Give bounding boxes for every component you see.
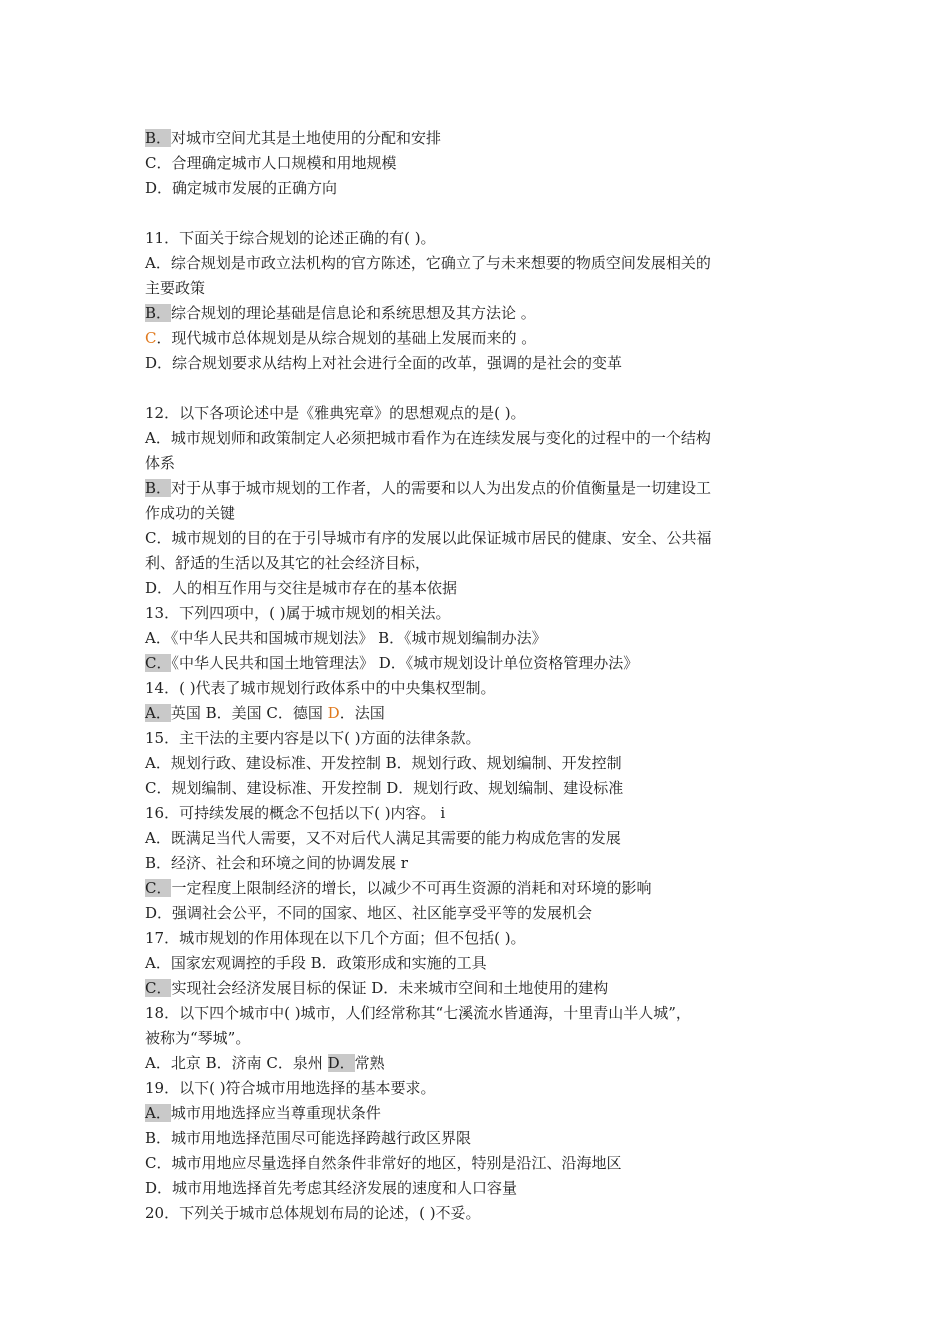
option-line: C．城市用地应尽量选择自然条件非常好的地区，特别是沿江、沿海地区 bbox=[145, 1154, 622, 1172]
option-line: C．合理确定城市人口规模和用地规模 bbox=[145, 154, 397, 172]
option-line: C．实现社会经济发展目标的保证 D．未来城市空间和土地使用的建构 bbox=[145, 979, 609, 997]
question-line: 14．( )代表了城市规划行政体系中的中央集权型制。 bbox=[145, 679, 496, 697]
question-line: 被称为“琴城”。 bbox=[145, 1029, 251, 1047]
option-line: A．既满足当代人需要，又不对后代人满足其需要的能力构成危害的发展 bbox=[145, 829, 621, 847]
option-line: B．经济、社会和环境之间的协调发展 r bbox=[145, 854, 408, 872]
option-line: A．国家宏观调控的手段 B．政策形成和实施的工具 bbox=[145, 954, 487, 972]
option-line: B．综合规划的理论基础是信息论和系统思想及其方法论 。 bbox=[145, 304, 536, 322]
option-line: D．综合规划要求从结构上对社会进行全面的改革，强调的是社会的变革 bbox=[145, 354, 623, 372]
option-line: A．城市用地选择应当尊重现状条件 bbox=[145, 1104, 381, 1122]
option-line: A．规划行政、建设标准、开发控制 B．规划行政、规划编制、开发控制 bbox=[145, 754, 622, 772]
option-line: D．城市用地选择首先考虑其经济发展的速度和人口容量 bbox=[145, 1179, 518, 1197]
question-line: 13．下列四项中，( )属于城市规划的相关法。 bbox=[145, 604, 451, 622]
question-line: 17．城市规划的作用体现在以下几个方面；但不包括( )。 bbox=[145, 929, 526, 947]
question-line: 16．可持续发展的概念不包括以下( )内容。 i bbox=[145, 804, 446, 822]
option-line: B．城市用地选择范围尽可能选择跨越行政区界限 bbox=[145, 1129, 472, 1147]
question-line: 18．以下四个城市中( )城市，人们经常称其“七溪流水皆通海，十里青山半人城”， bbox=[145, 1004, 691, 1022]
option-line: C．现代城市总体规划是从综合规划的基础上发展而来的 。 bbox=[145, 329, 537, 347]
option-line: A．《中华人民共和国城市规划法》 B．《城市规划编制办法》 bbox=[145, 629, 547, 647]
option-line: A．城市规划师和政策制定人必须把城市看作为在连续发展与变化的过程中的一个结构 bbox=[145, 429, 711, 447]
answer-highlight: C． bbox=[145, 654, 172, 672]
question-line: 19．以下( )符合城市用地选择的基本要求。 bbox=[145, 1079, 436, 1097]
question-line: 20．下列关于城市总体规划布局的论述，( )不妥。 bbox=[145, 1204, 481, 1222]
question-line: 15．主干法的主要内容是以下( )方面的法律条款。 bbox=[145, 729, 481, 747]
option-line: C．一定程度上限制经济的增长，以减少不可再生资源的消耗和对环境的影响 bbox=[145, 879, 652, 897]
answer-highlight: B． bbox=[145, 129, 172, 147]
option-line: A．英国 B．美国 C．德国 D．法国 bbox=[145, 704, 385, 722]
option-line: C．《中华人民共和国土地管理法》 D．《城市规划设计单位资格管理办法》 bbox=[145, 654, 639, 672]
question-line: 11．下面关于综合规划的论述正确的有( )。 bbox=[145, 229, 436, 247]
answer-marker: D bbox=[327, 704, 340, 722]
option-line: 作成功的关键 bbox=[145, 504, 236, 522]
answer-highlight: B． bbox=[145, 304, 172, 322]
answer-highlight: A． bbox=[145, 1104, 171, 1122]
option-line: B．对于从事于城市规划的工作者，人的需要和以人为出发点的价值衡量是一切建设工 bbox=[145, 479, 712, 497]
answer-highlight: D． bbox=[327, 1054, 355, 1072]
option-line: 体系 bbox=[145, 454, 176, 472]
option-line: D．确定城市发展的正确方向 bbox=[145, 179, 338, 197]
option-line: C．城市规划的目的在于引导城市有序的发展以此保证城市居民的健康、安全、公共福 bbox=[145, 529, 712, 547]
answer-highlight: A． bbox=[145, 704, 171, 722]
option-line: D．人的相互作用与交往是城市存在的基本依据 bbox=[145, 579, 458, 597]
option-line: 利、舒适的生活以及其它的社会经济目标， bbox=[145, 554, 431, 572]
option-line: B．对城市空间尤其是土地使用的分配和安排 bbox=[145, 129, 442, 147]
answer-marker: C bbox=[145, 329, 157, 347]
answer-highlight: C． bbox=[145, 879, 172, 897]
option-line: A．综合规划是市政立法机构的官方陈述，它确立了与未来想要的物质空间发展相关的 bbox=[145, 254, 711, 272]
question-line: 12．以下各项论述中是《雅典宪章》的思想观点的是( )。 bbox=[145, 404, 526, 422]
option-line: A．北京 B．济南 C．泉州 D．常熟 bbox=[145, 1054, 385, 1072]
option-line: 主要政策 bbox=[145, 279, 206, 297]
answer-highlight: C． bbox=[145, 979, 172, 997]
option-line: D．强调社会公平，不同的国家、地区、社区能享受平等的发展机会 bbox=[145, 904, 593, 922]
option-line: C．规划编制、建设标准、开发控制 D．规划行政、规划编制、建设标准 bbox=[145, 779, 624, 797]
answer-highlight: B． bbox=[145, 479, 172, 497]
